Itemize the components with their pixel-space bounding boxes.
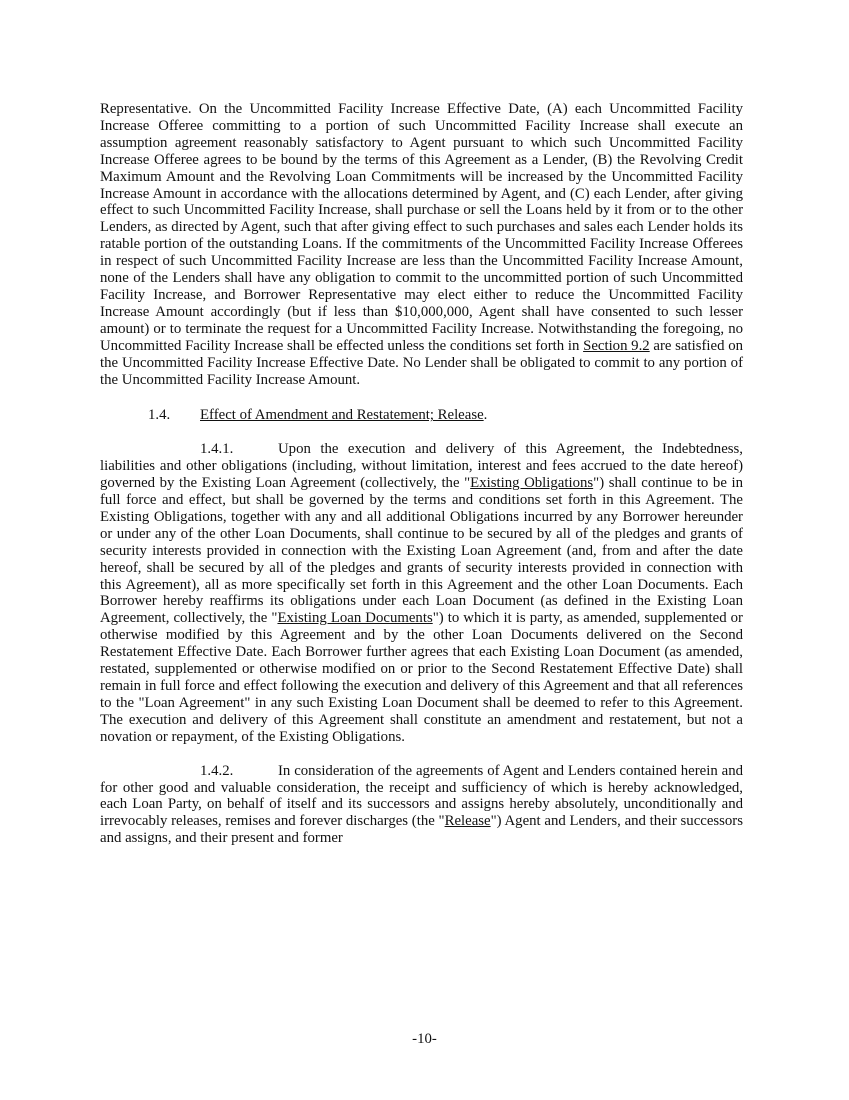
subsection-number: 1.4.2. xyxy=(200,762,234,779)
subsection-number: 1.4.1. xyxy=(200,441,234,458)
defined-term-release: Release xyxy=(444,813,491,830)
defined-term-existing-loan-documents: Existing Loan Documents xyxy=(277,610,433,627)
subsection-text-a: Upon the execution and delivery of this Agreement, the Indebtedness, liabilities and other obligations (including, without limitation, interest and fees accrued to the date hereof) governed by the Existing Loan Agreement (collectively, the " xyxy=(100,441,743,492)
section-reference-link: Section 9.2 xyxy=(583,337,650,354)
section-number: 1.4. xyxy=(148,407,171,424)
paragraph-uncommitted-facility xyxy=(100,101,743,388)
subsection-text-b: ") shall continue to be in full force and effect, but shall be governed by the terms and conditions set forth in this Agreement. The Existing Obligations, together with any and all additional Obligations incurred by any Borrower hereunder or under any of the other Loan Documents, shall continue to be secured by all of the pledges and grants of security interests provided in connection with the Existing Loan Agreement (and, from and after the date hereof, shall be secured by all of the pledges and grants of security interests provided in connection with this Agreement), all as more specifically set forth in this Agreement and the other Loan Documents. Each Borrower hereby reaffirms its obligations under each Loan Document (as defined in the Existing Loan Agreement, collectively, the " xyxy=(100,475,743,627)
paragraph-text: Representative. On the Uncommitted Facility Increase Effective Date, (A) each Uncommitted Facility Increase Offeree committing to a portion of such Uncommitted Facility Increase shall execute an assumption agreement reasonably satisfactory to Agent pursuant to which such Uncommitted Facility Increase Offeree agrees to be bound by the terms of this Agreement as a Lender, (B) the Revolving Credit Maximum Amount and the Revolving Loan Commitments will be increased by the Uncommitted Facility Increase Amount in accordance with the allocations determined by Agent, and (C) each Lender, after giving effect to such Uncommitted Facility Increase, shall purchase or sell the Loans held by it from or to the other Lenders, as directed by Agent, such that after giving effect to such purchases and sales each Lender holds its ratable portion of the outstanding Loans. If the commitments of the Uncommitted Facility Increase Offerees in respect of such Uncommitted Facility Increase are less than the Uncommitted Facility Increase Amount, none of the Lenders shall have any obligation to commit to the uncommitted portion of such Uncommitted Facility Increase, and Borrower Representative may elect either to reduce the Uncommitted Facility Increase Amount accordingly (but if less than $10,000,000, Agent shall have consented to such lesser amount) or to terminate the request for a Uncommitted Facility Increase. Notwithstanding the foregoing, no Uncommitted Facility Increase shall be effected unless the conditions set forth in xyxy=(100,101,743,354)
subsection-1-4-2 xyxy=(100,763,743,848)
page-number: -10- xyxy=(412,1031,437,1047)
section-heading: 1.4. Effect of Amendment and Restatement; Release. xyxy=(148,407,488,424)
section-title: Effect of Amendment and Restatement; Release xyxy=(200,407,484,424)
paragraph-tail: are satisfied on the Uncommitted Facility Increase Effective Date. No Lender shall be obligated to commit to any portion of the Uncommitted Facility Increase Amount. xyxy=(100,337,743,388)
subsection-text-b: ") Agent and Lenders, and their successors and assigns, and their present and former xyxy=(100,813,743,847)
document-page xyxy=(100,101,743,864)
subsection-1-4-1 xyxy=(100,441,743,745)
defined-term-existing-obligations: Existing Obligations xyxy=(470,475,594,492)
subsection-text-c: ") to which it is party, as amended, supplemented or otherwise modified by this Agreement and by the other Loan Documents delivered on the Second Restatement Effective Date. Each Borrower further agrees that each Existing Loan Document (as amended, restated, supplemented or otherwise modified on or prior to the Second Restatement Effective Date) shall remain in full force and effect following the execution and delivery of this Agreement and that all references to the "Loan Agreement" in any such Existing Loan Document shall be deemed to refer to this Agreement. The execution and delivery of this Agreement shall constitute an amendment and restatement, but not a novation or repayment, of the Existing Obligations. xyxy=(100,610,743,745)
subsection-text-a: In consideration of the agreements of Agent and Lenders contained herein and for other good and valuable consideration, the receipt and sufficiency of which is hereby acknowledged, each Loan Party, on behalf of itself and its successors and assigns hereby absolutely, unconditionally and irrevocably releases, remises and forever discharges (the " xyxy=(100,762,743,830)
